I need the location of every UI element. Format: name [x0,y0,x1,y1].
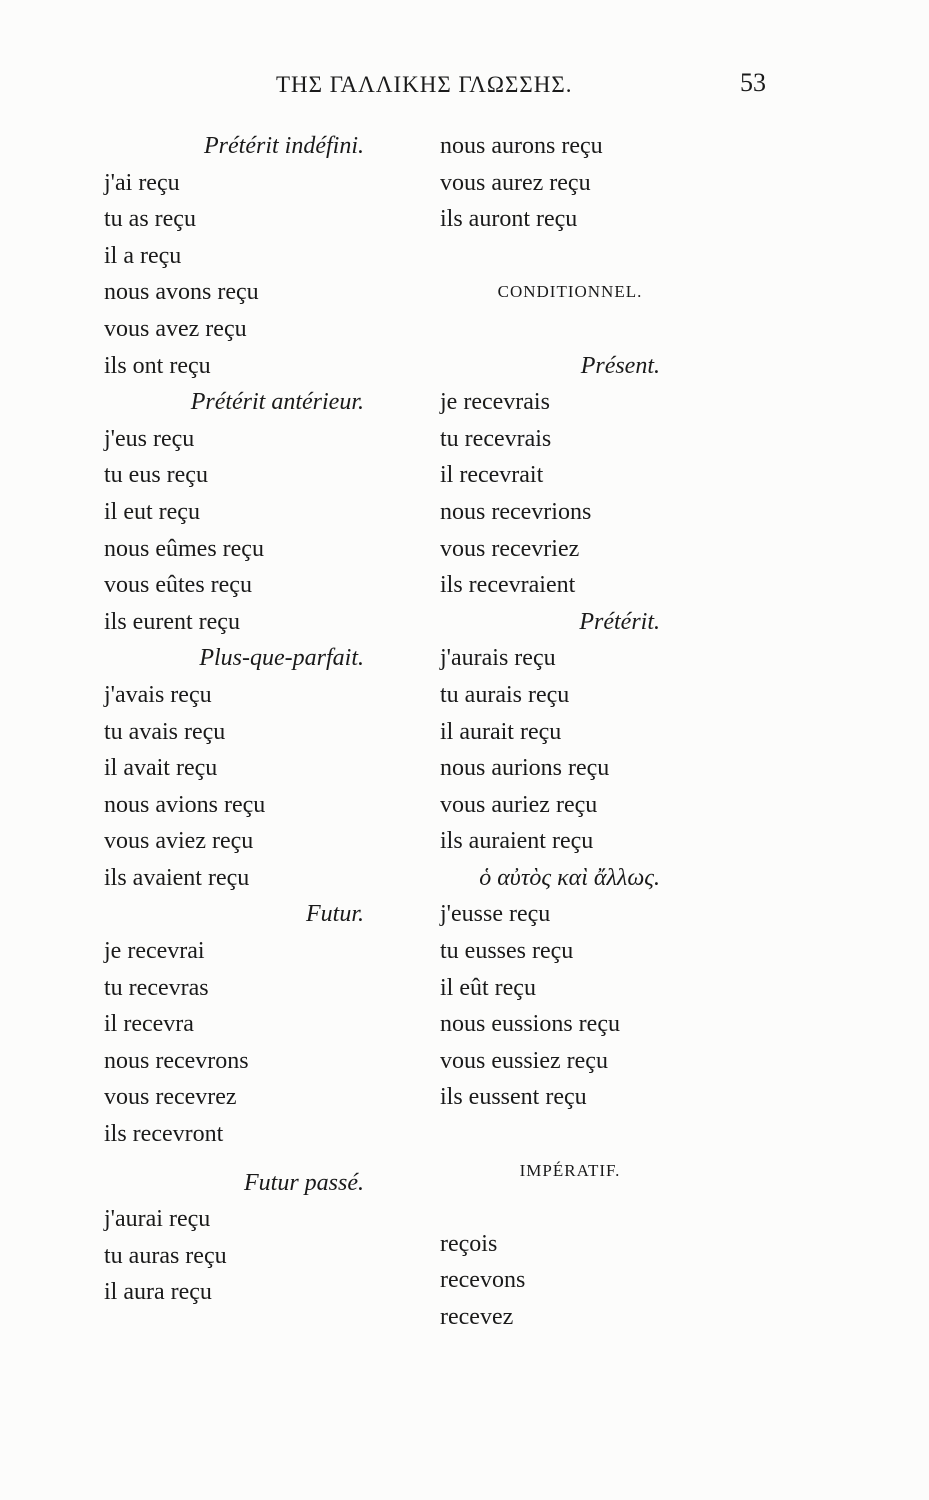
conjugation-line: vous aviez reçu [104,828,254,855]
conjugation-line: tu recevras [104,974,209,1001]
conjugation-line: il a reçu [104,242,182,269]
section-heading: Plus-que-parfait. [199,645,364,672]
conjugation-line: il avait reçu [104,755,218,782]
conjugation-line: nous aurons reçu [440,133,603,159]
spacer [440,1189,740,1226]
section-heading: Prétérit. [579,608,660,635]
section-heading: Prétérit antérieur. [190,389,364,416]
conjugation-line: tu aurais reçu [440,681,570,708]
conjugation-line: il aurait reçu [440,718,562,745]
section-heading: ὁ αὐτὸς καὶ ἄλλως. [479,864,660,891]
conjugation-line: j'aurai reçu [104,1206,211,1233]
conjugation-line: tu eus reçu [104,462,208,489]
section-heading: Futur. [305,901,364,928]
conjugation-line: ils auront reçu [440,206,578,233]
conjugation-line: ils recevraient [440,572,576,599]
conjugation-line: vous eûtes reçu [104,572,252,599]
conjugation-line: ils ont reçu [104,352,211,379]
conjugation-line: il eût reçu [440,974,536,1001]
left-column [104,128,394,1311]
conjugation-line: tu as reçu [104,206,196,233]
conjugation-line: tu eusses reçu [440,938,574,965]
conjugation-line: il recevrait [440,462,544,489]
conjugation-line: nous avions reçu [104,791,266,818]
conjugation-line: tu auras reçu [104,1242,227,1269]
conjugation-line: nous aurions reçu [440,755,610,782]
conjugation-line: vous recevrez [104,1084,237,1111]
page-number: 53 [740,68,766,97]
conjugation-line: vous avez reçu [104,315,247,342]
conjugation-line: je recevrai [104,938,205,965]
conjugation-line: ils recevront [104,1121,224,1148]
conjugation-line: j'aurais reçu [440,645,556,672]
conjugation-line: recevons [440,1267,526,1294]
conjugation-line: j'avais reçu [104,681,212,708]
conjugation-line: je recevrais [440,389,550,416]
running-title: ΤΗΣ ΓΑΛΛΙΚΗΣ ΓΛΩΣΣΗΣ. [276,72,573,97]
conjugation-line: vous eussiez reçu [440,1047,608,1074]
section-heading: CONDITIONNEL. [497,282,643,302]
conjugation-line: il eut reçu [104,498,200,525]
spacer [104,1153,394,1165]
conjugation-line: j'eusse reçu [440,901,551,928]
conjugation-line: nous avons reçu [104,279,259,306]
spacer [440,1116,740,1153]
conjugation-line: reçois [440,1230,498,1257]
conjugation-line: j'eus reçu [104,425,195,452]
conjugation-line: ils eurent reçu [104,608,240,635]
conjugation-line: vous auriez reçu [440,791,598,818]
conjugation-line: nous recevrons [104,1047,249,1074]
conjugation-line: j'ai reçu [104,169,180,196]
conjugation-line: vous aurez reçu [440,169,591,196]
section-heading: IMPÉRATIF. [519,1160,621,1180]
conjugation-line: ils auraient reçu [440,828,594,855]
section-heading: Futur passé. [244,1169,364,1196]
conjugation-line: ils avaient reçu [104,864,250,891]
conjugation-line: nous eussions reçu [440,1011,620,1038]
right-column [440,128,740,1336]
spacer [440,238,740,275]
conjugation-line: tu avais reçu [104,718,226,745]
conjugation-line: vous recevriez [440,535,580,562]
conjugation-line: nous eûmes reçu [104,535,264,562]
section-heading: Présent. [580,352,660,379]
conjugation-line: il recevra [104,1011,194,1038]
conjugation-line: recevez [440,1304,514,1330]
conjugation-line: il aura reçu [104,1279,212,1306]
spacer [440,311,740,348]
section-heading: Prétérit indéfini. [204,133,364,159]
conjugation-line: nous recevrions [440,498,592,525]
conjugation-line: ils eussent reçu [440,1084,587,1111]
conjugation-line: tu recevrais [440,425,552,452]
